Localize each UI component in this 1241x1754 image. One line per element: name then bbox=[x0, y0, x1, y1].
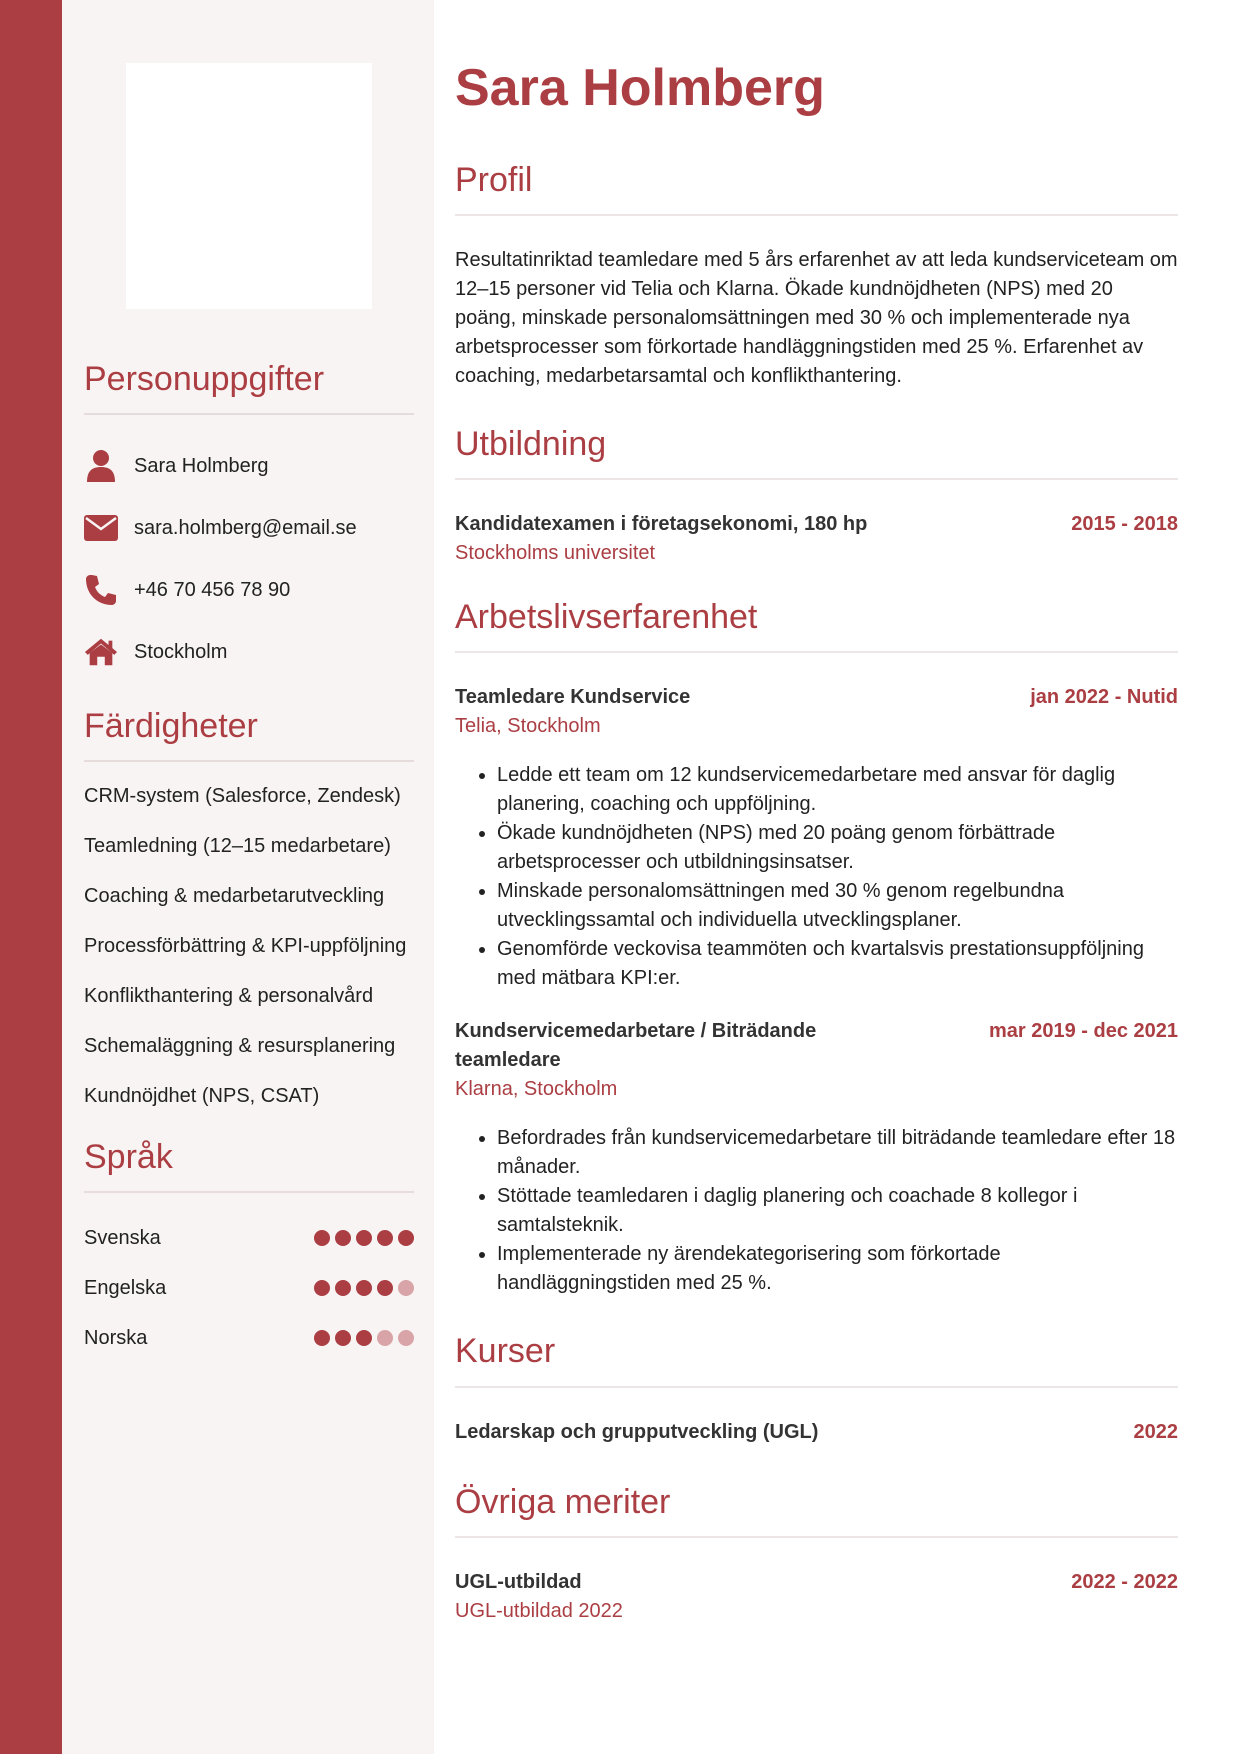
language-name: Engelska bbox=[84, 1276, 167, 1299]
personal-divider bbox=[84, 413, 414, 415]
experience-section bbox=[455, 598, 1178, 1298]
education-date: 2015 - 2018 bbox=[1071, 513, 1178, 536]
profile-photo-placeholder bbox=[126, 63, 372, 309]
languages-heading: Språk bbox=[84, 1138, 173, 1177]
language-name: Svenska bbox=[84, 1226, 161, 1249]
languages-divider bbox=[84, 1191, 414, 1193]
level-dot-filled bbox=[356, 1230, 372, 1246]
education-divider bbox=[455, 478, 1178, 480]
skills-divider bbox=[84, 760, 414, 762]
main-content bbox=[455, 60, 1178, 1626]
contact-city bbox=[84, 621, 414, 683]
person-icon bbox=[84, 449, 118, 483]
level-dot-filled bbox=[314, 1280, 330, 1296]
courses-section bbox=[455, 1332, 1178, 1446]
level-dot-filled bbox=[335, 1330, 351, 1346]
experience-heading: Arbetslivserfarenhet bbox=[455, 598, 758, 637]
education-school: Stockholms universitet bbox=[455, 542, 656, 565]
home-icon bbox=[84, 635, 118, 669]
course-title: Ledarskap och grupputveckling (UGL) bbox=[455, 1420, 819, 1443]
job-bullet: • Genomförde veckovisa teammöten och kvartalsvis prestationsuppföljning med mätbara KPI:er. bbox=[497, 935, 1178, 993]
course-date: 2022 bbox=[1133, 1420, 1178, 1443]
courses-heading: Kurser bbox=[455, 1332, 556, 1371]
job-date: jan 2022 - Nutid bbox=[1030, 686, 1178, 709]
job-bullet: • Befordrades från kundservicemedarbetare till biträdande teamledare efter 18 månader. bbox=[497, 1124, 1178, 1182]
skill-item: Coaching & medarbetarutveckling bbox=[84, 885, 385, 908]
job-title: Kundservicemedarbetare / Biträdande teamledare bbox=[455, 1020, 817, 1072]
job-bullets bbox=[455, 761, 1178, 993]
job-title: Teamledare Kundservice bbox=[455, 686, 691, 709]
contact-phone bbox=[84, 559, 414, 621]
level-dot-empty bbox=[377, 1330, 393, 1346]
profile-heading: Profil bbox=[455, 161, 533, 200]
skill-item: Konflikthantering & personalvård bbox=[84, 985, 374, 1008]
job-bullet: • Minskade personalomsättningen med 30 % genom regelbundna utvecklingssamtal och individuella utvecklingsplaner. bbox=[497, 877, 1178, 935]
profile-text: Resultatinriktad teamledare med 5 års erfarenhet av att leda kundserviceteam om 12–15 personer vid Telia och Klarna. Ökade kundnöjdheten (NPS) med 20 poäng, minskade personalomsättningen med 30 % och implementerade nya arbetsprocesser som förkortade handläggningstiden med 25 %. Erfarenhet av coaching, medarbetarsamtal och konflikthantering. bbox=[455, 249, 1178, 388]
language-level bbox=[314, 1280, 414, 1296]
skills-heading: Färdigheter bbox=[84, 707, 258, 746]
level-dot-empty bbox=[398, 1330, 414, 1346]
courses-divider bbox=[455, 1386, 1178, 1388]
other-divider bbox=[455, 1536, 1178, 1538]
language-level bbox=[314, 1230, 414, 1246]
level-dot-empty bbox=[398, 1280, 414, 1296]
job-bullet: • Ökade kundnöjdheten (NPS) med 20 poäng genom förbättrade arbetsprocesser och utbildningsinsatser. bbox=[497, 819, 1178, 877]
education-entry bbox=[455, 510, 1178, 568]
level-dot-filled bbox=[335, 1280, 351, 1296]
contact-name-text: Sara Holmberg bbox=[134, 454, 269, 477]
skill-item: CRM-system (Salesforce, Zendesk) bbox=[84, 785, 401, 808]
page-title: Sara Holmberg bbox=[455, 59, 825, 117]
languages-section bbox=[84, 1138, 414, 1363]
other-entry bbox=[455, 1568, 1178, 1626]
accent-stripe bbox=[0, 0, 62, 1754]
personal-heading: Personuppgifter bbox=[84, 360, 325, 398]
job-bullets bbox=[455, 1124, 1178, 1298]
job-entry bbox=[455, 683, 1178, 993]
contact-phone-text[interactable]: +46 70 456 78 90 bbox=[134, 578, 291, 601]
envelope-icon bbox=[84, 511, 118, 545]
level-dot-filled bbox=[335, 1230, 351, 1246]
other-date: 2022 - 2022 bbox=[1071, 1570, 1178, 1593]
skills-section bbox=[84, 707, 414, 1110]
profile-section bbox=[455, 161, 1178, 391]
job-bullet: • Implementerade ny ärendekategorisering som förkortade handläggningstiden med 25 %. bbox=[497, 1240, 1178, 1298]
job-bullet: • Ledde ett team om 12 kundservicemedarbetare med ansvar för daglig planering, coaching och uppföljning. bbox=[497, 761, 1178, 819]
contact-email-text[interactable]: sara.holmberg@email.se bbox=[134, 516, 357, 539]
sidebar-content bbox=[84, 360, 414, 1363]
skill-item: Processförbättring & KPI-uppföljning bbox=[84, 935, 407, 958]
language-name: Norska bbox=[84, 1326, 148, 1349]
contact-city-text: Stockholm bbox=[134, 640, 228, 663]
job-entry bbox=[455, 1017, 1178, 1298]
skill-item: Teamledning (12–15 medarbetare) bbox=[84, 835, 391, 858]
level-dot-filled bbox=[356, 1330, 372, 1346]
language-row bbox=[84, 1313, 414, 1363]
personal-section bbox=[84, 360, 414, 683]
course-entry bbox=[455, 1418, 1178, 1447]
education-heading: Utbildning bbox=[455, 425, 607, 464]
contact-email bbox=[84, 497, 414, 559]
level-dot-filled bbox=[398, 1230, 414, 1246]
profile-divider bbox=[455, 214, 1178, 216]
other-title: UGL-utbildad bbox=[455, 1570, 582, 1593]
job-employer: Klarna, Stockholm bbox=[455, 1078, 618, 1101]
education-section bbox=[455, 425, 1178, 568]
other-heading: Övriga meriter bbox=[455, 1482, 671, 1521]
contact-name bbox=[84, 435, 414, 497]
level-dot-filled bbox=[314, 1330, 330, 1346]
experience-divider bbox=[455, 651, 1178, 653]
other-section bbox=[455, 1483, 1178, 1626]
level-dot-filled bbox=[377, 1280, 393, 1296]
job-bullet: • Stöttade teamledaren i daglig planering och coachade 8 kollegor i samtalsteknik. bbox=[497, 1182, 1178, 1240]
phone-icon bbox=[84, 573, 118, 607]
language-row bbox=[84, 1213, 414, 1263]
other-sub: UGL-utbildad 2022 bbox=[455, 1599, 623, 1622]
skill-item: Kundnöjdhet (NPS, CSAT) bbox=[84, 1085, 320, 1108]
education-degree: Kandidatexamen i företagsekonomi, 180 hp bbox=[455, 513, 868, 536]
job-date: mar 2019 - dec 2021 bbox=[988, 1020, 1178, 1043]
language-row bbox=[84, 1263, 414, 1313]
level-dot-filled bbox=[314, 1230, 330, 1246]
level-dot-filled bbox=[356, 1280, 372, 1296]
language-level bbox=[314, 1330, 414, 1346]
skill-item: Schemaläggning & resursplanering bbox=[84, 1035, 396, 1058]
level-dot-filled bbox=[377, 1230, 393, 1246]
job-employer: Telia, Stockholm bbox=[455, 715, 601, 738]
